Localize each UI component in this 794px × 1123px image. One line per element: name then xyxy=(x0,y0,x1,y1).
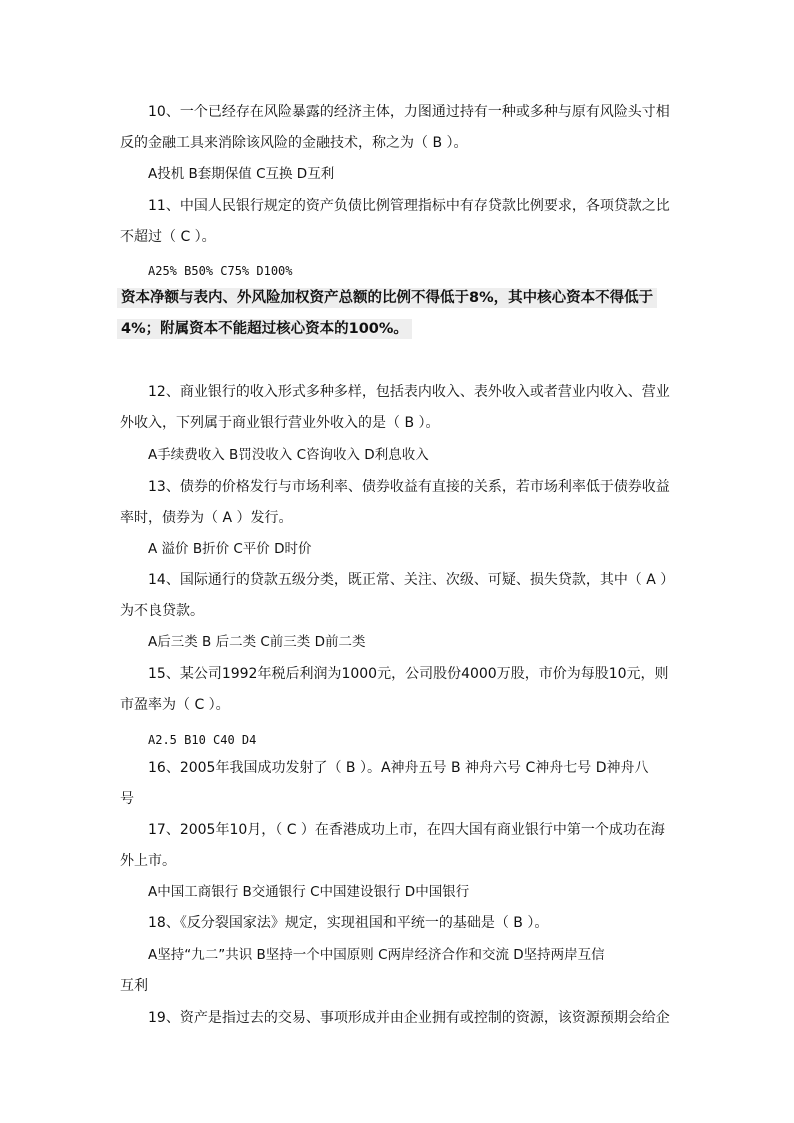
question-17-line-2: 外上市。 xyxy=(120,853,176,869)
highlight-note-line-1: 资本净额与表内、外风险加权资产总额的比例不得低于8%，其中核心资本不得低于 xyxy=(117,288,657,308)
question-13-line-1: 13、债券的价格发行与市场利率、债券收益有直接的关系，若市场利率低于债券收益 xyxy=(148,479,670,495)
question-17-line-1: 17、2005年10月，（ C ）在香港成功上市，在四大国有商业银行中第一个成功在海 xyxy=(148,822,665,838)
question-16-line-1: 16、2005年我国成功发射了（ B ）。A神舟五号 B 神舟六号 C神舟七号 D神舟八 xyxy=(148,760,649,776)
question-19-line-1: 19、资产是指过去的交易、事项形成并由企业拥有或控制的资源，该资源预期会给企 xyxy=(148,1010,670,1026)
question-17-options: A中国工商银行 B交通银行 C中国建设银行 D中国银行 xyxy=(148,884,470,900)
question-14-line-1: 14、国际通行的贷款五级分类，既正常、关注、次级、可疑、损失贷款，其中（ A ） xyxy=(148,572,675,588)
question-13-line-2: 率时，债券为（ A ）发行。 xyxy=(120,510,293,526)
question-14-options: A后三类 B 后二类 C前三类 D前二类 xyxy=(148,634,366,650)
highlight-note-line-2: 4%；附属资本不能超过核心资本的100%。 xyxy=(117,319,412,339)
question-11-line-1: 11、中国人民银行规定的资产负债比例管理指标中有存贷款比例要求，各项贷款之比 xyxy=(148,198,670,214)
question-12-options: A手续费收入 B罚没收入 C咨询收入 D利息收入 xyxy=(148,447,429,463)
question-15-line-2: 市盈率为（ C ）。 xyxy=(120,697,230,713)
question-11-line-2: 不超过（ C ）。 xyxy=(120,229,216,245)
question-16-line-2: 号 xyxy=(120,791,134,807)
question-15-line-1: 15、某公司1992年税后利润为1000元，公司股份4000万股，市价为每股10元，则 xyxy=(148,666,669,682)
question-12-line-2: 外收入，下列属于商业银行营业外收入的是（ B ）。 xyxy=(120,415,440,431)
question-13-options: A 溢价 B折价 C平价 D时价 xyxy=(148,541,312,557)
question-18-options-line-1: A坚持“九二”共识 B坚持一个中国原则 C两岸经济合作和交流 D坚持两岸互信 xyxy=(148,947,605,963)
question-10-line-2: 反的金融工具来消除该风险的金融技术，称之为（ B ）。 xyxy=(120,135,468,151)
question-10-line-1: 10、一个已经存在风险暴露的经济主体，力图通过持有一种或多种与原有风险头寸相 xyxy=(148,104,670,120)
question-18-line-1: 18、《反分裂国家法》规定，实现祖国和平统一的基础是（ B ）。 xyxy=(148,915,549,931)
question-14-line-2: 为不良贷款。 xyxy=(120,603,204,619)
question-11-options: A25% B50% C75% D100% xyxy=(148,264,293,278)
question-12-line-1: 12、商业银行的收入形式多种多样，包括表内收入、表外收入或者营业内收入、营业 xyxy=(148,384,670,400)
question-10-options: A投机 B套期保值 C互换 D互利 xyxy=(148,166,335,182)
question-18-options-line-2: 互利 xyxy=(120,978,148,994)
question-15-options: A2.5 B10 C40 D4 xyxy=(148,733,257,747)
